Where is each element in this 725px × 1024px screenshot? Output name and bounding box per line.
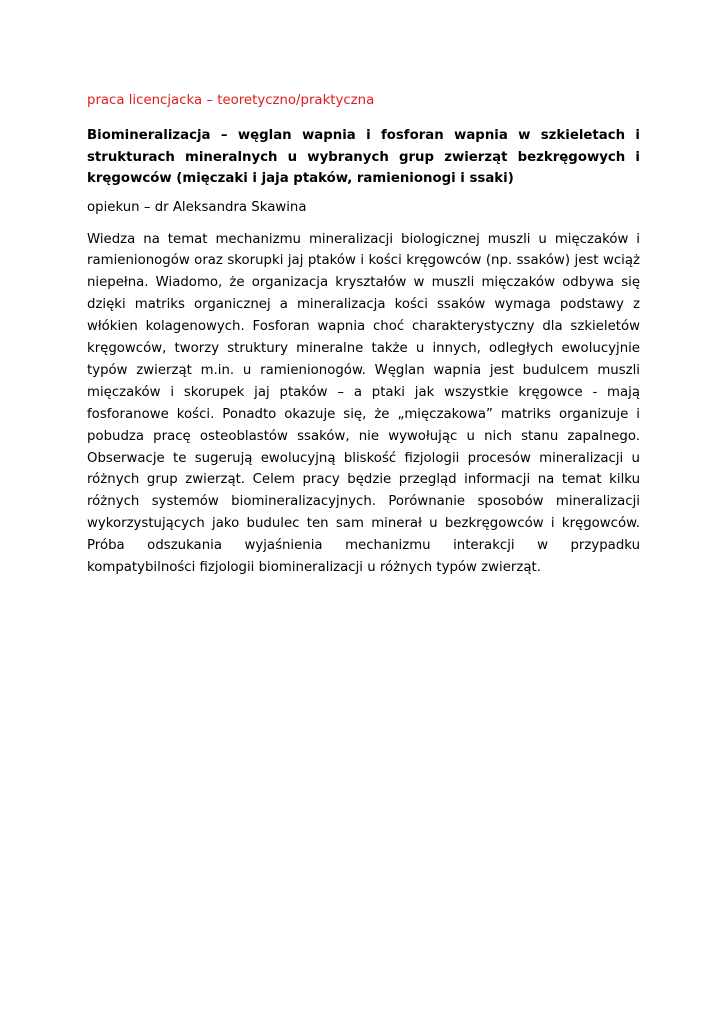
thesis-description: Wiedza na temat mechanizmu mineralizacji biologicznej muszli u mięczaków i ramienionogów oraz skorupki jaj ptaków i kości kręgowców (np. ssaków) jest wciąż niepełna. Wiadomo, że organizacja kryształów w muszli mięczaków odbywa się dzięki matriks organicznej a mineralizacja kości ssaków wymaga podstawy z włókien kolagenowych. Fosforan wapnia choć charakterystyczny dla szkieletów kręgowców, tworzy struktury mineralne także u innych, odległych ewolucyjnie typów zwierząt m.in. u ramienionogów. Węglan wapnia jest budulcem muszli mięczaków i skorupek jaj ptaków – a ptaki jak wszystkie kręgowce - mają fosforanowe kości. Ponadto okazuje się, że „mięczakowa” matriks organizuje i pobudza pracę osteoblastów ssaków, nie wywołując u nich stanu zapalnego. Obserwacje te sugerują ewolucyjną bliskość fizjologii procesów mineralizacji u różnych grup zwierząt. Celem pracy będzie przegląd informacji na temat kilku różnych systemów biomineralizacyjnych. Porównanie sposobów mineralizacji wykorzystujących jako budulec ten sam minerał u bezkręgowców i kręgowców. Próba odszukania wyjaśnienia mechanizmu interakcji w przypadku kompatybilności fizjologii biomineralizacji u różnych typów zwierząt. <box>87 231 640 576</box>
supervisor-line: opiekun – dr Aleksandra Skawina <box>87 199 307 215</box>
thesis-type-line: praca licencjacka – teoretyczno/praktyczna <box>87 93 375 108</box>
thesis-title: Biomineralizacja – węglan wapnia i fosforan wapnia w szkieletach i strukturach mineralnych u wybranych grup zwierząt bezkręgowych i kręgowców (mięczaki i jaja ptaków, ramienionogi i ssaki) <box>87 128 640 186</box>
document-page <box>87 92 640 579</box>
